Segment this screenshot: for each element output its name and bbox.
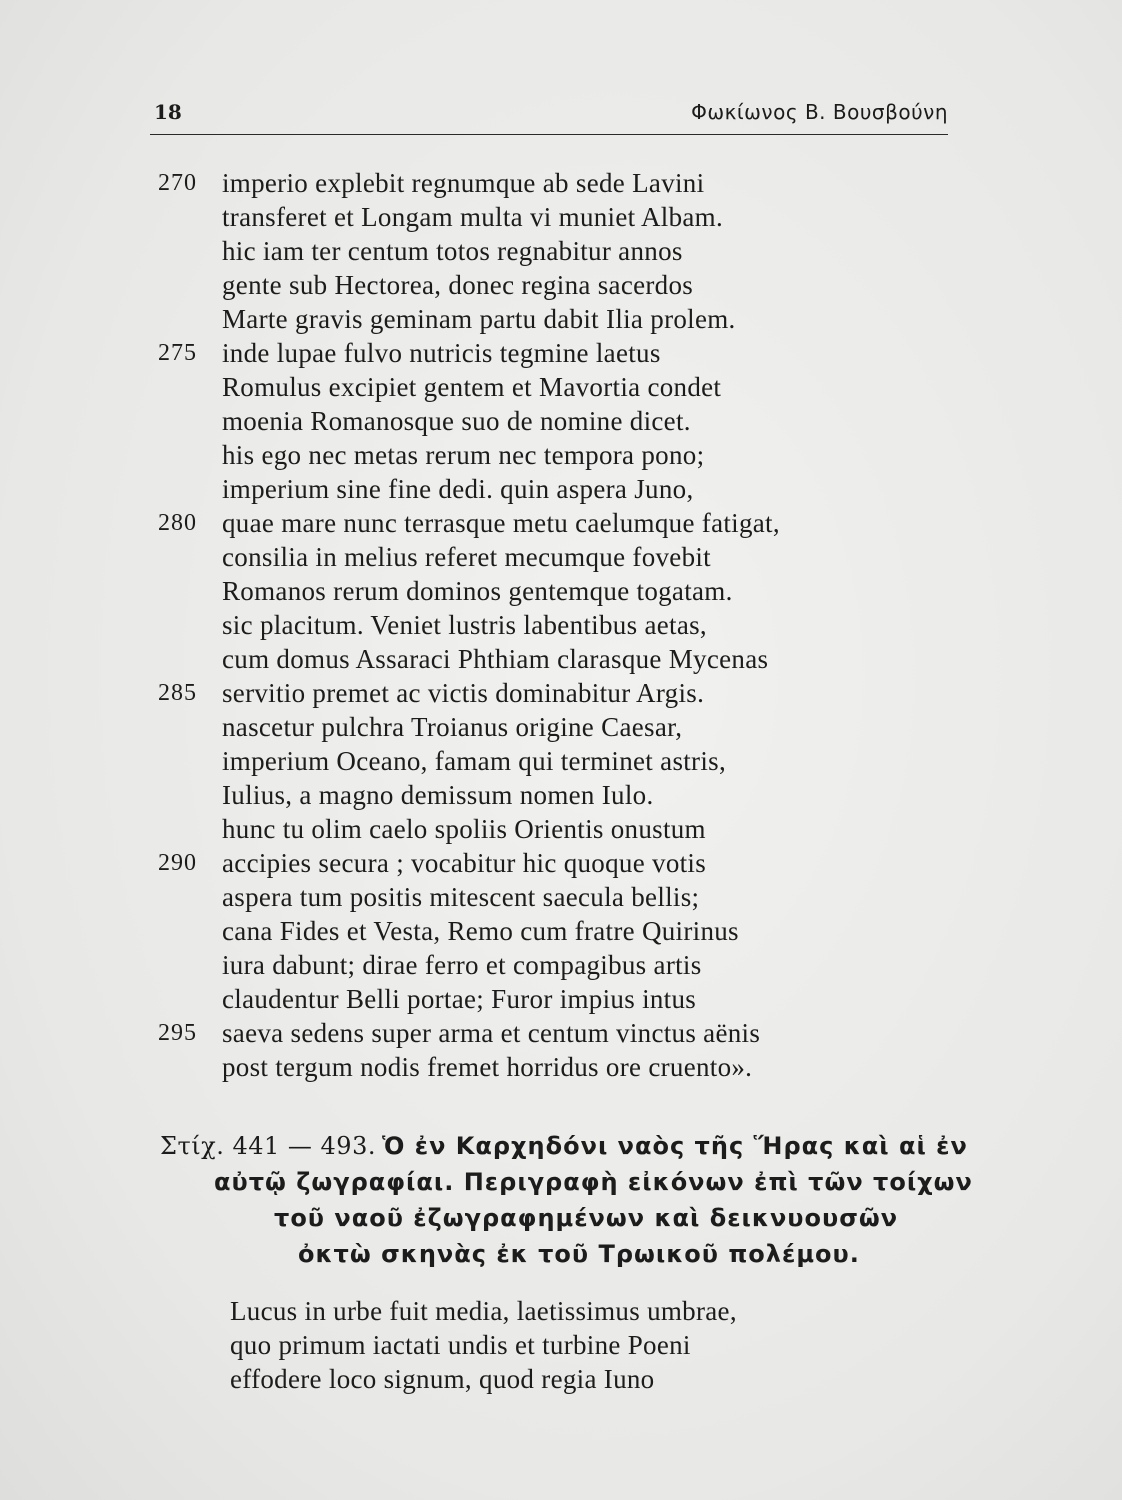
verse-line: hic iam ter centum totos regnabitur annos [222,236,683,266]
verse-line: cana Fides et Vesta, Remo cum fratre Quirinus [222,916,739,946]
line-number: 275 [158,340,197,366]
verse-line: transferet et Longam multa vi muniet Albam. [222,202,724,232]
verse-line: his ego nec metas rerum nec tempora pono; [222,440,705,470]
verse-line: Lucus in urbe fuit media, laetissimus umbrae, [230,1296,737,1326]
verse-line: Romanos rerum dominos gentemque togatam. [222,576,733,606]
verse-line: nascetur pulchra Troianus origine Caesar, [222,712,683,742]
verse-line: saeva sedens super arma et centum vinctus aënis [222,1018,761,1048]
line-number: 280 [158,510,197,536]
line-number: 285 [158,680,197,706]
verse-line: Romulus excipiet gentem et Mavortia condet [222,372,722,402]
running-head: Φωκίωνος Β. Βουσβούνη [691,100,948,124]
verse-line: moenia Romanosque suo de nomine dicet. [222,406,691,436]
verse-line: hunc tu olim caelo spoliis Orientis onustum [222,814,706,844]
verse-line: quae mare nunc terrasque metu caelumque fatigat, [222,508,780,538]
section-heading-line-3: τοῦ ναοῦ ἐζωγραφημένων καὶ δεικνυουσῶν [274,1204,899,1232]
line-number: 270 [158,170,197,196]
verse-line: gente sub Hectorea, donec regina sacerdos [222,270,694,300]
verse-line: accipies secura ; vocabitur hic quoque votis [222,848,707,878]
page-number: 18 [154,100,182,124]
verse-line: Marte gravis geminam partu dabit Ilia prolem. [222,304,736,334]
verse-line: imperio explebit regnumque ab sede Lavini [222,168,705,198]
verse-line: aspera tum positis mitescent saecula bellis; [222,882,700,912]
verse-line: imperium Oceano, famam qui terminet astris, [222,746,727,776]
section-title-part: Ὁ ἐν Καρχηδόνι ναὸς τῆς Ἥρας καὶ αἱ ἐν [381,1132,968,1160]
verse-line: effodere loco signum, quod regia Iuno [230,1364,655,1394]
verse-line: imperium sine fine dedi. quin aspera Juno, [222,474,694,504]
verse-line: claudentur Belli portae; Furor impius intus [222,984,697,1014]
section-heading-line-1 [160,1128,968,1164]
page-header [150,100,948,135]
section-heading-line-4: ὀκτὼ σκηνὰς ἐκ τοῦ Τρωικοῦ πολέμου. [298,1240,860,1268]
verse-line: iura dabunt; dirae ferro et compagibus artis [222,950,702,980]
section-heading-line-2: αὐτῷ ζωγραφίαι. Περιγραφὴ εἰκόνων ἐπὶ τῶν τοίχων [214,1168,973,1196]
verse-line: servitio premet ac victis dominabitur Argis. [222,678,705,708]
line-number: 295 [158,1020,197,1046]
verse-line: post tergum nodis fremet horridus ore cruento». [222,1052,753,1082]
line-number: 290 [158,850,197,876]
verse-line: quo primum iactati undis et turbine Poeni [230,1330,691,1360]
verse-reference: Στίχ. 441 — 493. [160,1132,376,1160]
verse-line: cum domus Assaraci Phthiam clarasque Mycenas [222,644,769,674]
verse-line: Iulius, a magno demissum nomen Iulo. [222,780,654,810]
verse-line: consilia in melius referet mecumque fovebit [222,542,711,572]
verse-line: inde lupae fulvo nutricis tegmine laetus [222,338,661,368]
verse-line: sic placitum. Veniet lustris labentibus aetas, [222,610,707,640]
